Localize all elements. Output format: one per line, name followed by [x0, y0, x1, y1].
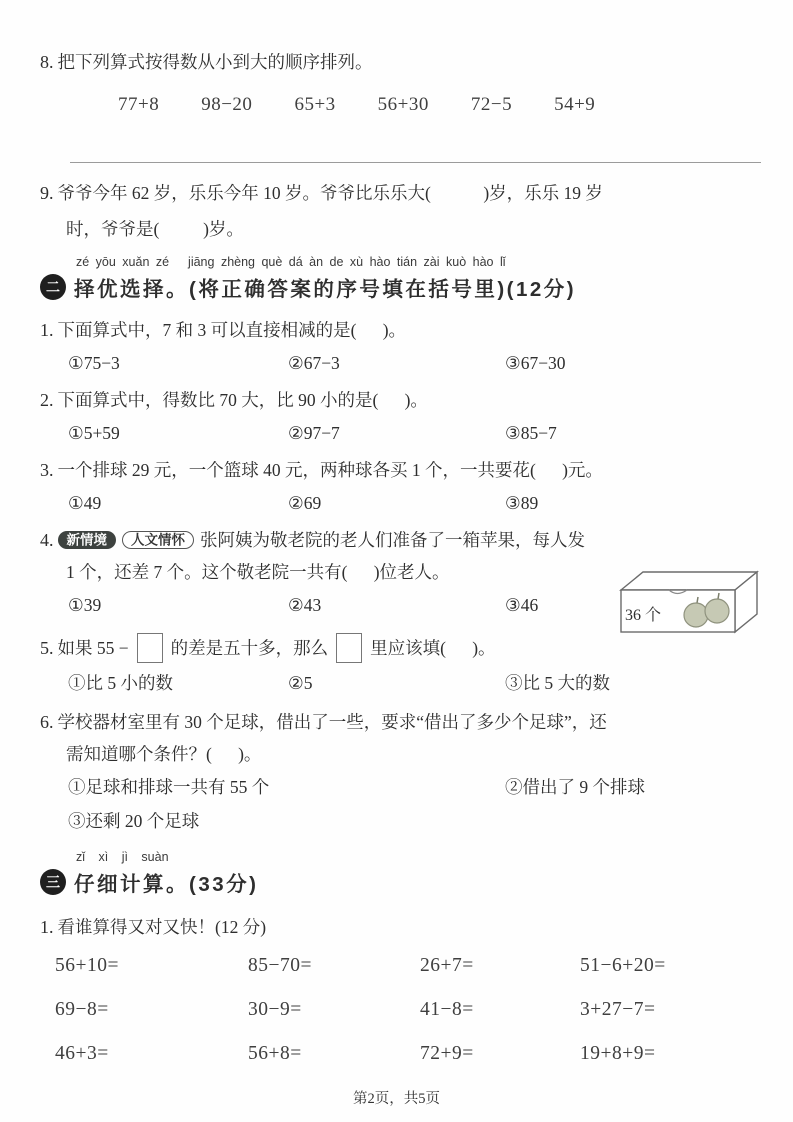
- calc-problem: 69−8=: [55, 999, 109, 1020]
- question-text-line: [40, 314, 763, 346]
- option-3: ③46: [505, 595, 539, 615]
- option-1: ①足球和排球一共有 55 个: [68, 777, 270, 797]
- expression: 54+9: [554, 94, 596, 115]
- blank-box: [137, 633, 163, 663]
- question-s2-5: [40, 630, 763, 698]
- option-1: ①5+59: [68, 423, 120, 443]
- calc-problem: 51−6+20=: [580, 955, 666, 976]
- blank-box: [336, 633, 362, 663]
- option-3: ③还剩 20 个足球: [68, 811, 200, 831]
- calc-problem: 41−8=: [420, 999, 474, 1020]
- expression: 77+8: [118, 94, 160, 115]
- question-9: [40, 175, 763, 247]
- question-text-line2: 1 个，还差 7 个。这个敬老院一共有( )位老人。: [66, 562, 450, 582]
- option-2: ②43: [288, 595, 322, 615]
- section-title: 择优选择。(将正确答案的序号填在括号里)(12分): [74, 278, 577, 301]
- option-3: ③89: [505, 493, 539, 513]
- question-number: 4.: [40, 530, 54, 550]
- question-s2-3: [40, 454, 763, 518]
- section-title-row: [40, 272, 763, 302]
- answer-line: [70, 162, 761, 163]
- option-2: ②69: [288, 493, 322, 513]
- question-number: 6.: [40, 712, 54, 732]
- question-9-line1: [40, 175, 763, 211]
- option-3: ③67−30: [505, 353, 566, 373]
- question-text: 张阿姨为敬老院的老人们准备了一箱苹果，每人发: [200, 530, 585, 550]
- humanities-badge: 人文情怀: [122, 531, 194, 549]
- option-2: ②借出了 9 个排球: [505, 777, 645, 797]
- expression: 65+3: [294, 94, 336, 115]
- calc-intro-line: [40, 911, 763, 943]
- question-text: 一个排球 29 元，一个篮球 40 元，两种球各买 1 个，一共要花( )元。: [57, 460, 603, 480]
- section-three-icon: 三: [40, 869, 66, 895]
- options-row: [40, 348, 763, 378]
- box-count-label: 36 个: [625, 607, 662, 624]
- options-row: [40, 770, 763, 804]
- calc-problem: 46+3=: [55, 1043, 109, 1064]
- question-s2-1: [40, 314, 763, 378]
- question-s2-2: [40, 384, 763, 448]
- section-two-icon: 二: [40, 274, 66, 300]
- options-row: [40, 418, 763, 448]
- question-text-line2: 需知道哪个条件？( )。: [66, 744, 262, 764]
- calc-intro-text: 看谁算得又对又快！(12 分): [57, 917, 267, 937]
- calc-problem: 19+8+9=: [580, 1043, 656, 1064]
- calculation-grid: [40, 953, 763, 1067]
- calc-problem: 3+27−7=: [580, 999, 656, 1020]
- option-1: ①75−3: [68, 353, 120, 373]
- section-3-header: [40, 850, 763, 897]
- question-number: 5.: [40, 638, 54, 658]
- calc-problem: 56+8=: [248, 1043, 302, 1064]
- question-text: 把下列算式按得数从小到大的顺序排列。: [57, 52, 373, 72]
- question-text-line: [40, 384, 763, 416]
- question-text: 学校器材室里有 30 个足球，借出了一些，要求“借出了多少个足球”，还: [57, 712, 607, 732]
- calc-problem: 56+10=: [55, 955, 119, 976]
- question-text-line: [40, 524, 763, 556]
- question-text-line: [40, 454, 763, 486]
- option-1: ①比 5 小的数: [68, 673, 173, 693]
- question-text-line: [40, 706, 763, 738]
- option-2: ②67−3: [288, 353, 340, 373]
- option-2: ②5: [288, 673, 313, 693]
- calc-problem: 72+9=: [420, 1043, 474, 1064]
- options-row: [40, 668, 763, 698]
- question-number: 2.: [40, 390, 54, 410]
- options-row: [40, 488, 763, 518]
- question-number: 1.: [40, 320, 54, 340]
- question-text: 下面算式中，得数比 70 大，比 90 小的是( )。: [57, 390, 428, 410]
- new-context-badge: 新情境: [58, 531, 117, 549]
- option-1: ①49: [68, 493, 102, 513]
- expression: 98−20: [201, 94, 253, 115]
- option-3: ③85−7: [505, 423, 557, 443]
- section-title-row: [40, 867, 763, 897]
- section-2-header: [40, 255, 763, 302]
- calc-problem: 26+7=: [420, 955, 474, 976]
- pinyin-annotation: zǐ xì jì suàn: [76, 850, 169, 864]
- question-text: 爷爷今年 62 岁，乐乐今年 10 岁。爷爷比乐乐大( )岁，乐乐 19 岁: [57, 183, 603, 203]
- calc-problem: 85−70=: [248, 955, 312, 976]
- expression-row: [118, 92, 763, 118]
- question-9-line2: 时，爷爷是( )岁。: [66, 219, 244, 239]
- question-number: 9.: [40, 183, 54, 203]
- question-number: 1.: [40, 917, 54, 937]
- question-8: [40, 46, 763, 118]
- question-s2-6: [40, 706, 763, 838]
- option-2: ②97−7: [288, 423, 340, 443]
- question-text: 下面算式中，7 和 3 可以直接相减的是( )。: [57, 320, 407, 340]
- question-number: 8.: [40, 52, 54, 72]
- pinyin-annotation: zé yōu xuǎn zé jiāng zhèng què dá àn de xù hào tián zài kuò hào lǐ: [76, 255, 506, 269]
- option-3: ③比 5 大的数: [505, 673, 610, 693]
- question-s2-4: [40, 524, 763, 624]
- expression: 56+30: [377, 94, 429, 115]
- section-title: 仔细计算。(33分): [74, 873, 259, 896]
- page-number: 第2页，共5页: [353, 1091, 440, 1107]
- apple-box-illustration: [611, 564, 761, 636]
- question-text: 的差是五十多，那么: [170, 638, 329, 658]
- question-8-text: [40, 46, 763, 78]
- question-number: 3.: [40, 460, 54, 480]
- expression: 72−5: [470, 94, 513, 115]
- calc-problem: 30−9=: [248, 999, 302, 1020]
- option-1: ①39: [68, 595, 102, 615]
- question-text: 里应该填( )。: [370, 638, 496, 658]
- question-text: 如果 55 −: [57, 638, 129, 658]
